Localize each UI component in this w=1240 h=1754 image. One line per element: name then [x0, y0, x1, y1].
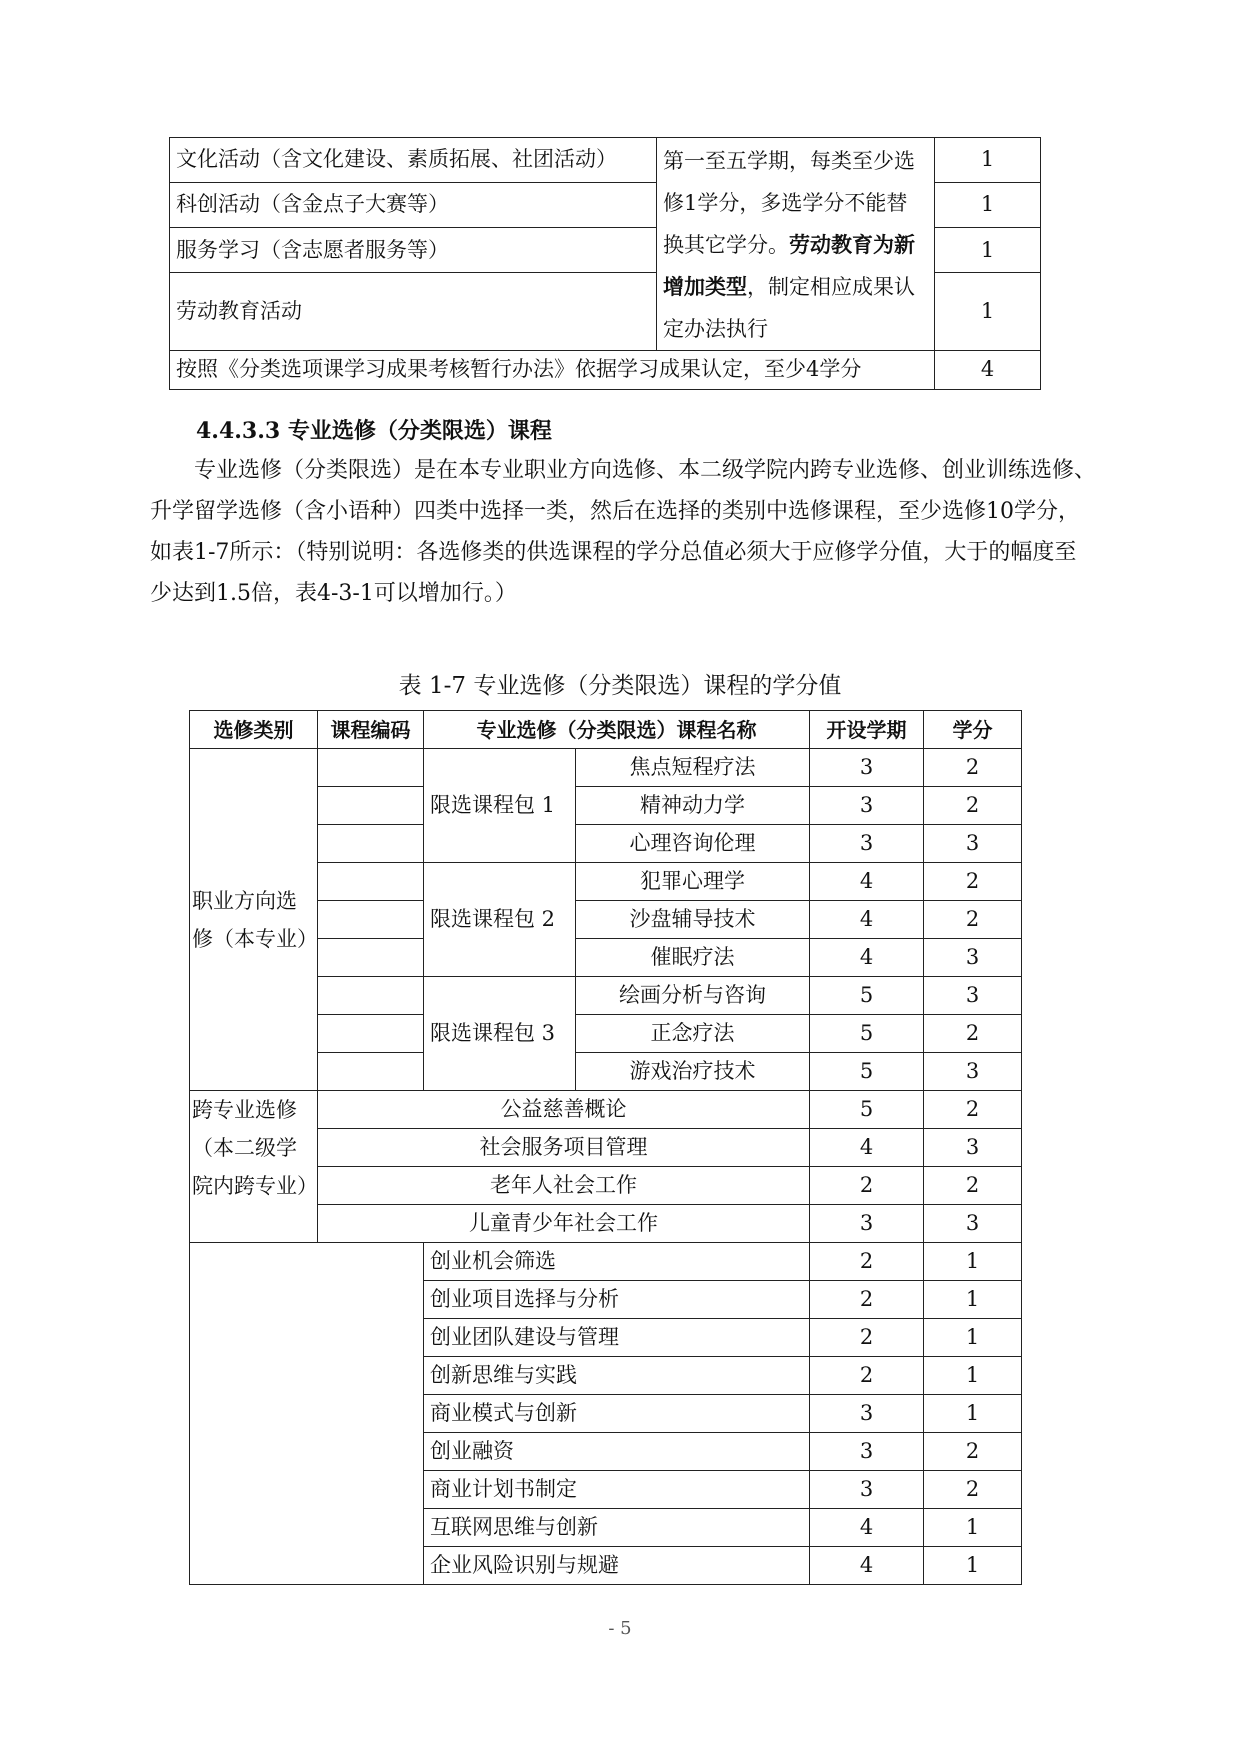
header-course-name: 专业选修（分类限选）课程名称	[424, 711, 810, 749]
section-heading: 4.4.3.3 专业选修（分类限选）课程	[196, 418, 552, 444]
course-name: 正念疗法	[576, 1015, 810, 1053]
course-semester: 4	[810, 863, 924, 901]
header-credit: 学分	[924, 711, 1022, 749]
course-semester: 3	[810, 825, 924, 863]
course-semester: 5	[810, 1053, 924, 1091]
course-code	[318, 939, 424, 977]
course-semester: 2	[810, 1281, 924, 1319]
note-text: 第一至五学期，每类至少选修1学分，多选学分不能替换其它学分。	[663, 149, 915, 257]
activity-credit: 1	[935, 183, 1041, 228]
course-credit: 2	[924, 901, 1022, 939]
course-credit: 3	[924, 939, 1022, 977]
course-semester: 4	[810, 939, 924, 977]
course-credit: 2	[924, 1433, 1022, 1471]
course-credit: 1	[924, 1357, 1022, 1395]
table-row	[170, 138, 1041, 183]
course-name: 商业模式与创新	[424, 1395, 810, 1433]
course-name: 犯罪心理学	[576, 863, 810, 901]
course-name: 商业计划书制定	[424, 1471, 810, 1509]
course-credit: 1	[924, 1243, 1022, 1281]
note-text-end: ，制定相应成果认定办法执行	[663, 275, 915, 341]
course-name: 焦点短程疗法	[576, 749, 810, 787]
course-semester: 4	[810, 1129, 924, 1167]
course-credit: 3	[924, 977, 1022, 1015]
course-semester: 3	[810, 749, 924, 787]
package-label: 限选课程包 1	[424, 749, 576, 863]
header-category: 选修类别	[190, 711, 318, 749]
course-name: 精神动力学	[576, 787, 810, 825]
course-name: 创新思维与实践	[424, 1357, 810, 1395]
activity-credit: 1	[935, 138, 1041, 183]
activity-note	[657, 138, 935, 351]
course-name: 创业机会筛选	[424, 1243, 810, 1281]
course-semester: 3	[810, 1471, 924, 1509]
course-credit: 1	[924, 1509, 1022, 1547]
page-number: - 5	[608, 1618, 632, 1639]
table-header-row	[190, 711, 1022, 749]
table-row	[190, 1243, 1022, 1281]
course-credit: 1	[924, 1395, 1022, 1433]
course-semester: 3	[810, 1433, 924, 1471]
course-name: 老年人社会工作	[318, 1167, 810, 1205]
category-startup-empty	[190, 1243, 424, 1585]
package-label: 限选课程包 3	[424, 977, 576, 1091]
header-code: 课程编码	[318, 711, 424, 749]
table-row	[170, 351, 1041, 390]
note-bold-text: 劳动教育为新增加类型	[663, 232, 915, 299]
course-code	[318, 1053, 424, 1091]
activity-name: 科创活动（含金点子大赛等）	[170, 183, 657, 228]
table-row	[190, 1091, 1022, 1129]
course-semester: 3	[810, 1395, 924, 1433]
course-semester: 5	[810, 1015, 924, 1053]
course-name: 绘画分析与咨询	[576, 977, 810, 1015]
course-semester: 3	[810, 787, 924, 825]
course-credit: 1	[924, 1547, 1022, 1585]
course-semester: 2	[810, 1357, 924, 1395]
course-name: 社会服务项目管理	[318, 1129, 810, 1167]
course-name: 互联网思维与创新	[424, 1509, 810, 1547]
course-credit: 2	[924, 787, 1022, 825]
course-code	[318, 977, 424, 1015]
course-credit: 3	[924, 1129, 1022, 1167]
package-label: 限选课程包 2	[424, 863, 576, 977]
course-credit: 3	[924, 825, 1022, 863]
course-name: 游戏治疗技术	[576, 1053, 810, 1091]
course-name: 企业风险识别与规避	[424, 1547, 810, 1585]
elective-credit-table	[189, 710, 1022, 1585]
course-semester: 3	[810, 1205, 924, 1243]
course-semester: 2	[810, 1243, 924, 1281]
course-credit: 1	[924, 1319, 1022, 1357]
course-name: 创业项目选择与分析	[424, 1281, 810, 1319]
activity-credit-table	[169, 137, 1041, 390]
activity-name: 文化活动（含文化建设、素质拓展、社团活动）	[170, 138, 657, 183]
course-credit: 1	[924, 1281, 1022, 1319]
activity-credit: 1	[935, 273, 1041, 351]
course-semester: 5	[810, 977, 924, 1015]
course-credit: 3	[924, 1205, 1022, 1243]
course-semester: 4	[810, 1509, 924, 1547]
course-code	[318, 787, 424, 825]
course-credit: 2	[924, 1015, 1022, 1053]
course-credit: 2	[924, 1471, 1022, 1509]
table-caption: 表 1-7 专业选修（分类限选）课程的学分值	[398, 673, 842, 699]
course-semester: 2	[810, 1167, 924, 1205]
course-name: 公益慈善概论	[318, 1091, 810, 1129]
course-credit: 2	[924, 1167, 1022, 1205]
course-name: 心理咨询伦理	[576, 825, 810, 863]
course-code	[318, 863, 424, 901]
course-name: 创业团队建设与管理	[424, 1319, 810, 1357]
activity-name: 服务学习（含志愿者服务等）	[170, 228, 657, 273]
course-name: 沙盘辅导技术	[576, 901, 810, 939]
course-code	[318, 749, 424, 787]
activity-credit: 1	[935, 228, 1041, 273]
course-semester: 2	[810, 1319, 924, 1357]
course-name: 创业融资	[424, 1433, 810, 1471]
category-career-direction: 职业方向选修（本专业）	[190, 749, 318, 1091]
course-credit: 2	[924, 749, 1022, 787]
category-cross-major: 跨专业选修（本二级学院内跨专业）	[190, 1091, 318, 1243]
course-name: 儿童青少年社会工作	[318, 1205, 810, 1243]
section-paragraph: 专业选修（分类限选）是在本专业职业方向选修、本二级学院内跨专业选修、创业训练选修、升学留学选修（含小语种）四类中选择一类，然后在选择的类别中选修课程，至少选修10学分，如表1-7所示：（特别说明：各选修类的供选课程的学分总值必须大于应修学分值，大于的幅度至少达到1.5倍，表4-3-1可以增加行。）	[150, 458, 1097, 606]
course-semester: 5	[810, 1091, 924, 1129]
course-code	[318, 825, 424, 863]
header-semester: 开设学期	[810, 711, 924, 749]
table-row	[190, 749, 1022, 787]
course-semester: 4	[810, 1547, 924, 1585]
course-credit: 2	[924, 863, 1022, 901]
course-semester: 4	[810, 901, 924, 939]
activity-name: 劳动教育活动	[170, 273, 657, 351]
activity-footer-text: 按照《分类选项课学习成果考核暂行办法》依据学习成果认定，至少4学分	[170, 351, 935, 390]
course-credit: 2	[924, 1091, 1022, 1129]
course-code	[318, 1015, 424, 1053]
activity-footer-credit: 4	[935, 351, 1041, 390]
course-name: 催眠疗法	[576, 939, 810, 977]
course-credit: 3	[924, 1053, 1022, 1091]
course-code	[318, 901, 424, 939]
